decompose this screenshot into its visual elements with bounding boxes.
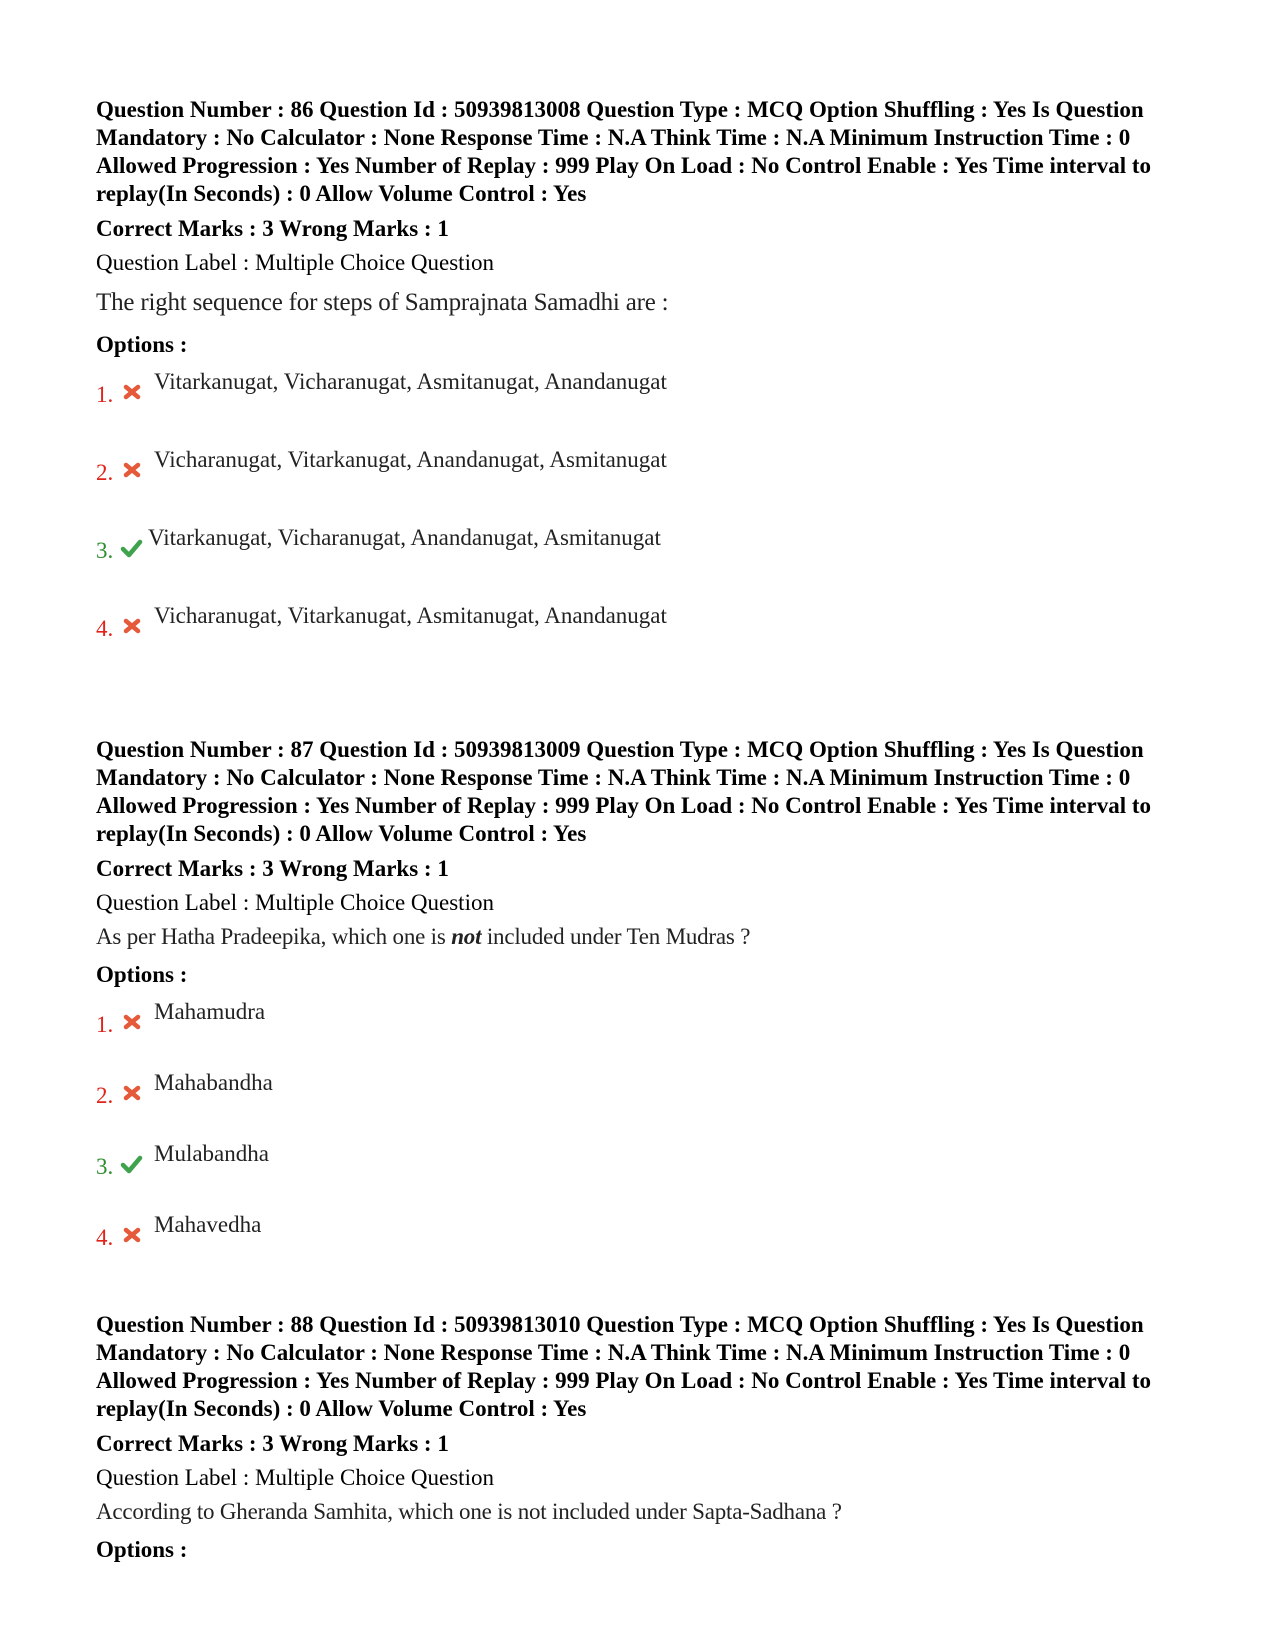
- cross-icon: [122, 459, 142, 481]
- question-label: Question Label : Multiple Choice Question: [96, 1465, 494, 1490]
- cross-icon: [122, 381, 142, 403]
- option-3: [96, 1139, 1186, 1210]
- options-list: [96, 367, 1186, 679]
- option-3: [96, 523, 1186, 601]
- question-marks: Correct Marks : 3 Wrong Marks : 1: [96, 1431, 449, 1456]
- option-4: [96, 1210, 1186, 1281]
- option-number: 1.: [96, 1012, 114, 1037]
- option-text: Vicharanugat, Vitarkanugat, Asmitanugat, Anandanugat: [154, 603, 667, 628]
- option-2: [96, 445, 1186, 523]
- cross-icon: [122, 615, 142, 637]
- option-number: 3.: [96, 538, 114, 563]
- question-meta: Question Number : 87 Question Id : 50939813009 Question Type : MCQ Option Shuffling : Yes Is Question Mandatory : No Calculator : None Response Time : N.A Think Time : N.A Minimum Instruction Time : 0 Allowed Progression : Yes Number of Replay : 999 Play On Load : No Control Enable : Yes Time interval to replay(In Seconds) : 0 Allow Volume Control : Yes: [96, 737, 1152, 846]
- option-1: [96, 997, 1186, 1068]
- option-number: 4.: [96, 1225, 114, 1250]
- question-text: [96, 921, 1186, 953]
- cross-icon: [122, 1011, 142, 1033]
- question-87: [96, 736, 1186, 1281]
- options-title: Options :: [96, 962, 188, 987]
- option-1: [96, 367, 1186, 445]
- option-number: 2.: [96, 1083, 114, 1108]
- option-number: 1.: [96, 382, 114, 407]
- question-text-after: included under Ten Mudras ?: [481, 924, 751, 949]
- option-number: 2.: [96, 460, 114, 485]
- option-4: [96, 601, 1186, 679]
- question-paper: [96, 96, 1186, 1564]
- question-text-emphasis: not: [451, 924, 482, 949]
- option-number: 4.: [96, 616, 114, 641]
- cross-icon: [122, 1224, 142, 1246]
- options-title: Options :: [96, 1537, 188, 1562]
- cross-icon: [122, 1082, 142, 1104]
- question-meta: Question Number : 88 Question Id : 50939813010 Question Type : MCQ Option Shuffling : Yes Is Question Mandatory : No Calculator : None Response Time : N.A Think Time : N.A Minimum Instruction Time : 0 Allowed Progression : Yes Number of Replay : 999 Play On Load : No Control Enable : Yes Time interval to replay(In Seconds) : 0 Allow Volume Control : Yes: [96, 1312, 1152, 1421]
- question-label: Question Label : Multiple Choice Question: [96, 890, 494, 915]
- question-meta: Question Number : 86 Question Id : 50939813008 Question Type : MCQ Option Shuffling : Yes Is Question Mandatory : No Calculator : None Response Time : N.A Think Time : N.A Minimum Instruction Time : 0 Allowed Progression : Yes Number of Replay : 999 Play On Load : No Control Enable : Yes Time interval to replay(In Seconds) : 0 Allow Volume Control : Yes: [96, 97, 1152, 206]
- question-label: Question Label : Multiple Choice Question: [96, 250, 494, 275]
- question-marks: Correct Marks : 3 Wrong Marks : 1: [96, 216, 449, 241]
- options-list: [96, 997, 1186, 1281]
- check-icon: [118, 1153, 144, 1175]
- option-text: Vitarkanugat, Vicharanugat, Anandanugat, Asmitanugat: [148, 525, 661, 550]
- question-text: According to Gheranda Samhita, which one is not included under Sapta-Sadhana ?: [96, 1499, 842, 1524]
- option-number: 3.: [96, 1154, 114, 1179]
- option-text: Vicharanugat, Vitarkanugat, Anandanugat, Asmitanugat: [154, 447, 667, 472]
- check-icon: [118, 537, 144, 559]
- option-text: Mahavedha: [154, 1212, 262, 1237]
- options-title: Options :: [96, 332, 188, 357]
- question-86: [96, 96, 1186, 679]
- question-marks: Correct Marks : 3 Wrong Marks : 1: [96, 856, 449, 881]
- question-text: The right sequence for steps of Samprajnata Samadhi are :: [96, 289, 669, 316]
- option-text: Mahamudra: [154, 999, 266, 1024]
- option-2: [96, 1068, 1186, 1139]
- question-88: [96, 1311, 1186, 1564]
- option-text: Mulabandha: [154, 1141, 269, 1166]
- question-text-before: As per Hatha Pradeepika, which one is: [96, 924, 452, 949]
- option-text: Mahabandha: [154, 1070, 273, 1095]
- option-text: Vitarkanugat, Vicharanugat, Asmitanugat, Anandanugat: [154, 369, 667, 394]
